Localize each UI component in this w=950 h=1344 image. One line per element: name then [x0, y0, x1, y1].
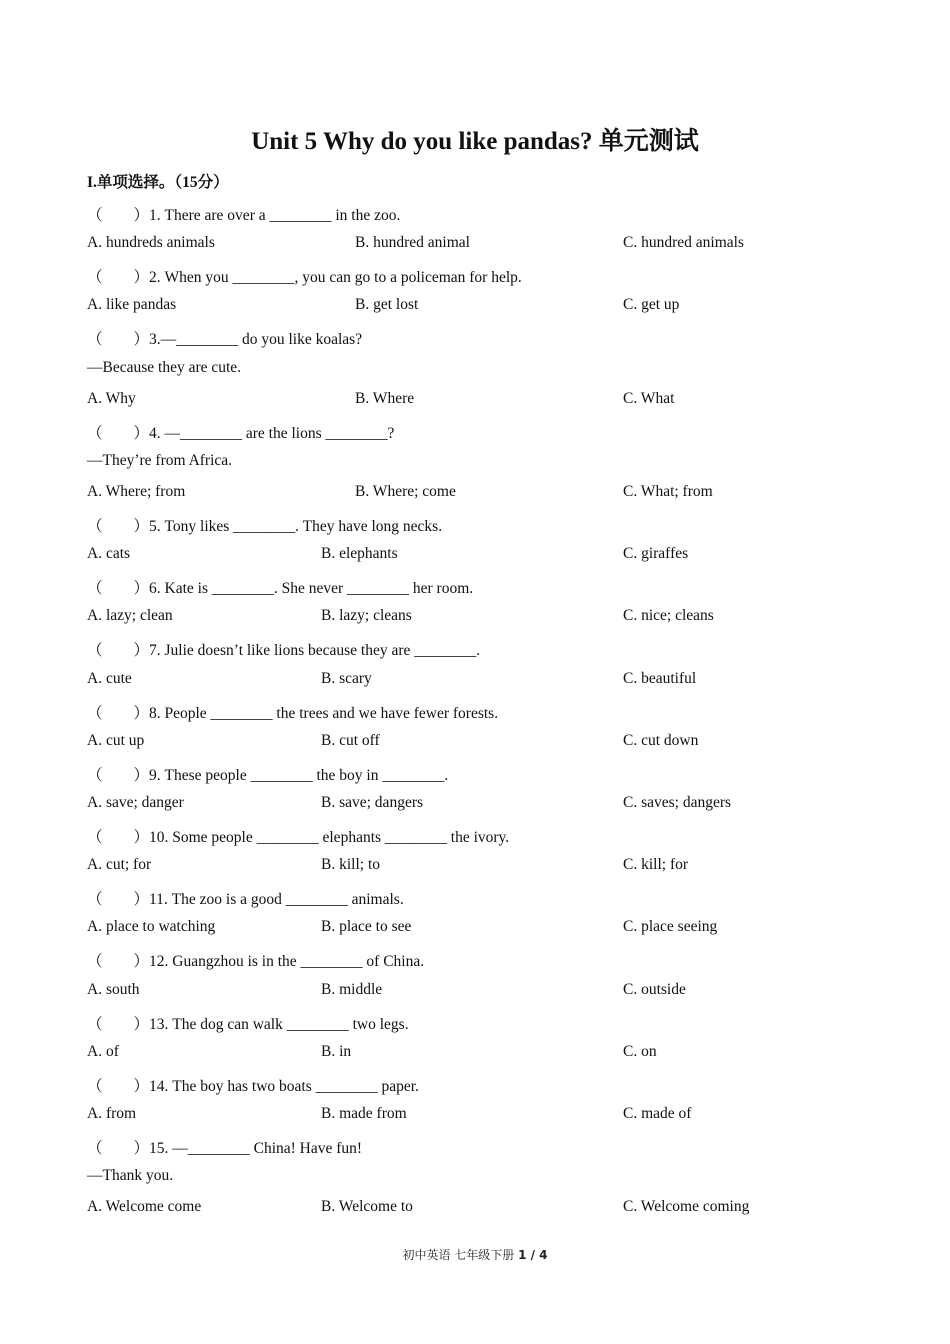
answer-option: B. get lost — [355, 296, 419, 314]
answer-option: A. south — [87, 980, 140, 998]
answer-option: A. save; danger — [87, 793, 184, 811]
answer-option: B. save; dangers — [321, 793, 424, 811]
question-stem: （ ）1. There are over a ________ in the zoo. — [87, 207, 401, 224]
question-stem: （ ）12. Guangzhou is in the ________ of China. — [87, 953, 425, 971]
question-stem: （ ）4. —________ are the lions ________? — [87, 424, 395, 442]
answer-option: B. hundred animal — [355, 234, 470, 252]
answer-option: A. cut; for — [87, 856, 152, 874]
answer-option: A. cut up — [87, 731, 145, 749]
question-stem: （ ）14. The boy has two boats ________ paper. — [87, 1077, 419, 1095]
question-stem: （ ）3.—________ do you like koalas? — [87, 331, 363, 349]
answer-option: C. made of — [623, 1104, 692, 1122]
question-stem: （ ）10. Some people ________ elephants ________ the ivory. — [87, 829, 510, 846]
answer-option: B. in — [321, 1042, 352, 1060]
answer-option: A. from — [87, 1104, 137, 1122]
answer-option: C. saves; dangers — [623, 793, 732, 811]
answer-option: A. place to watching — [87, 918, 216, 936]
answer-option: C. giraffes — [623, 545, 689, 563]
question-reply: —Because they are cute. — [87, 358, 242, 376]
answer-option: C. What — [623, 389, 675, 407]
section-heading: I.单项选择。（15分） — [87, 174, 229, 191]
answer-option: A. cats — [87, 545, 131, 563]
question-stem: （ ）6. Kate is ________. She never ________ her room. — [87, 580, 474, 598]
footer-text: 初中英语 七年级下册 — [402, 1248, 519, 1262]
page-title: Unit 5 Why do you like pandas? 单元测试 — [251, 128, 699, 155]
answer-option: A. like pandas — [87, 296, 177, 314]
answer-option: C. on — [623, 1042, 657, 1060]
answer-option: A. Why — [87, 389, 136, 407]
answer-option: C. hundred animals — [623, 234, 744, 252]
answer-option: B. Where — [355, 389, 415, 407]
answer-option: B. place to see — [321, 918, 412, 936]
answer-option: C. Welcome coming — [623, 1198, 750, 1216]
answer-option: B. Welcome to — [321, 1198, 413, 1216]
question-stem: （ ）9. These people ________ the boy in ________. — [87, 766, 449, 784]
answer-option: A. Welcome come — [87, 1198, 202, 1216]
question-reply: —They’re from Africa. — [87, 451, 233, 469]
answer-option: C. What; from — [623, 482, 713, 500]
page-footer — [0, 1246, 950, 1263]
answer-option: B. scary — [321, 669, 372, 687]
answer-option: A. lazy; clean — [87, 607, 173, 625]
answer-option: C. cut down — [623, 731, 699, 749]
answer-option: B. cut off — [321, 731, 380, 749]
answer-option: B. kill; to — [321, 856, 380, 874]
answer-option: C. get up — [623, 296, 680, 314]
answer-option: A. hundreds animals — [87, 234, 215, 252]
answer-option: C. nice; cleans — [623, 607, 714, 625]
answer-option: B. made from — [321, 1104, 407, 1122]
answer-option: A. of — [87, 1042, 119, 1060]
answer-option: C. place seeing — [623, 918, 718, 936]
answer-option: A. cute — [87, 669, 132, 687]
question-stem: （ ）8. People ________ the trees and we have fewer forests. — [87, 704, 499, 722]
answer-option: B. middle — [321, 980, 383, 998]
question-stem: （ ）2. When you ________, you can go to a policeman for help. — [87, 269, 522, 287]
answer-option: B. lazy; cleans — [321, 607, 412, 625]
question-reply: —Thank you. — [87, 1167, 174, 1185]
question-stem: （ ）5. Tony likes ________. They have long necks. — [87, 518, 443, 535]
answer-option: C. beautiful — [623, 669, 697, 687]
answer-option: B. elephants — [321, 545, 398, 563]
answer-option: C. outside — [623, 980, 686, 998]
question-stem: （ ）15. —________ China! Have fun! — [87, 1140, 363, 1157]
page-number: 1 / 4 — [518, 1248, 548, 1262]
question-stem: （ ）11. The zoo is a good ________ animals. — [87, 891, 404, 909]
answer-option: B. Where; come — [355, 482, 456, 500]
question-stem: （ ）7. Julie doesn’t like lions because they are ________. — [87, 642, 481, 660]
answer-option: A. Where; from — [87, 482, 186, 500]
answer-option: C. kill; for — [623, 856, 689, 874]
question-stem: （ ）13. The dog can walk ________ two legs. — [87, 1015, 409, 1033]
